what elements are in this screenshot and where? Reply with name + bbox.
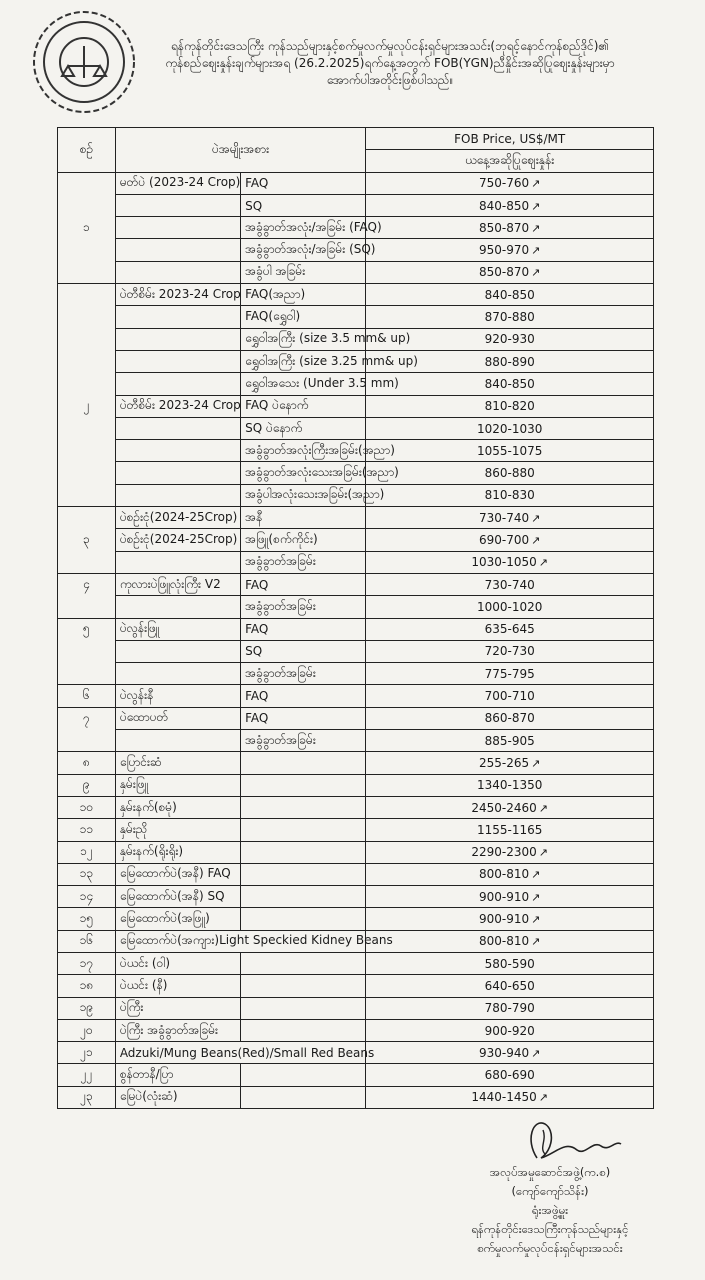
cell-item: မြေထောက်ပဲ(အကျား)Light Speckied Kidney Beans — [115, 930, 366, 952]
cell-grade: အခွံခွာတ်အလုံးသေးအခြမ်း(အညာ) — [241, 462, 366, 484]
cell-no — [58, 172, 116, 194]
table-row — [58, 261, 654, 283]
table-row — [58, 507, 654, 529]
cell-grade: SQ ပဲနောက် — [241, 417, 366, 439]
price-value: 850-870 — [478, 265, 530, 280]
cell-price — [366, 640, 654, 662]
cell-price — [366, 284, 654, 306]
table-row — [58, 172, 654, 194]
price-table — [57, 127, 654, 1109]
cell-no: ၂၀ — [58, 1019, 116, 1041]
cell-price — [366, 908, 654, 930]
cell-item — [115, 306, 240, 328]
cell-item: ပဲလွန်းဖြူ — [115, 618, 240, 640]
cell-no: ၁၀ — [58, 796, 116, 818]
cell-grade: အခွံခွာတ်အလုံး/အခြမ်း (SQ) — [241, 239, 366, 261]
price-up-icon: ↗ — [538, 1091, 548, 1105]
price-up-icon: ↗ — [531, 221, 541, 235]
cell-grade: FAQ(အညာ) — [241, 284, 366, 306]
table-row — [58, 194, 654, 216]
cell-item — [115, 328, 240, 350]
table-row — [58, 529, 654, 551]
price-value: 860-880 — [484, 466, 535, 481]
cell-price — [366, 417, 654, 439]
cell-item — [115, 194, 240, 216]
price-value: 840-850 — [484, 287, 535, 302]
cell-no — [58, 328, 116, 350]
price-value: 1055-1075 — [476, 443, 543, 458]
price-up-icon: ↗ — [531, 935, 541, 949]
col-header-item: ပဲအမျိုးအစား — [115, 128, 366, 173]
cell-grade: SQ — [241, 194, 366, 216]
col-header-no: စဉ် — [58, 128, 116, 173]
cell-no: ၁၇ — [58, 952, 116, 974]
price-up-icon: ↗ — [538, 846, 548, 860]
cell-no: ၁၆ — [58, 930, 116, 952]
price-value: 730-740 — [484, 577, 535, 592]
table-row — [58, 663, 654, 685]
price-value: 850-870 — [478, 220, 530, 235]
cell-grade — [241, 841, 366, 863]
cell-no — [58, 507, 116, 529]
cell-item: နှမ်းနက်(ရိုးရိုး) — [115, 841, 240, 863]
cell-price — [366, 217, 654, 239]
cell-no — [58, 306, 116, 328]
cell-item — [115, 484, 240, 506]
cell-grade — [241, 819, 366, 841]
cell-grade — [241, 886, 366, 908]
cell-grade — [241, 796, 366, 818]
table-row — [58, 975, 654, 997]
cell-no: ၈ — [58, 752, 116, 774]
cell-item — [115, 261, 240, 283]
price-value: 870-880 — [484, 310, 535, 325]
cell-item: နှမ်းနက်(စမုံ) — [115, 796, 240, 818]
cell-no — [58, 261, 116, 283]
cell-grade: ရွှေဝါအကြီး (size 3.5 mm& up) — [241, 328, 366, 350]
table-row — [58, 373, 654, 395]
table-row — [58, 886, 654, 908]
cell-no: ၁၈ — [58, 975, 116, 997]
table-row — [58, 863, 654, 885]
cell-item: နှမ်းညို — [115, 819, 240, 841]
cell-item: ပဲလွန်းနီ — [115, 685, 240, 707]
cell-item: မတ်ပဲ (2023-24 Crop) — [115, 172, 240, 194]
cell-price — [366, 685, 654, 707]
cell-price — [366, 663, 654, 685]
price-value: 1030-1050 — [471, 555, 537, 570]
price-value: 885-905 — [484, 733, 535, 748]
cell-grade — [241, 1086, 366, 1108]
col-header-price-sub: ယနေ့အဆိုပြုဈေးနှုန်း — [366, 150, 654, 172]
price-value: 775-795 — [484, 666, 535, 681]
cell-grade — [241, 774, 366, 796]
cell-price — [366, 551, 654, 573]
price-value: 635-645 — [484, 622, 535, 637]
cell-item: နှမ်းဖြူ — [115, 774, 240, 796]
cell-no — [58, 663, 116, 685]
cell-no: ၁ — [58, 217, 116, 239]
price-up-icon: ↗ — [531, 533, 541, 547]
cell-no: ၄ — [58, 573, 116, 595]
cell-price — [366, 952, 654, 974]
cell-price — [366, 507, 654, 529]
table-row — [58, 551, 654, 573]
cell-grade: အခွံခွာတ်အလုံး/အခြမ်း (FAQ) — [241, 217, 366, 239]
cell-item: ကုလားပဲဖြူလုံးကြီး V2 — [115, 573, 240, 595]
cell-no: ၂၁ — [58, 1042, 116, 1064]
cell-price — [366, 1042, 654, 1064]
cell-no: ၁၅ — [58, 908, 116, 930]
table-row — [58, 1019, 654, 1041]
cell-item: ပဲတီစိမ်း 2023-24 Crop — [115, 284, 240, 306]
price-up-icon: ↗ — [531, 756, 541, 770]
footer-line-1: အလုပ်အမှုဆောင်အဖွဲ့(က.စ) — [489, 1165, 611, 1179]
header-line-2: ကုန်စည်ဈေးနှုန်းချက်များအရ (26.2.2025)ရက်နေ့အတွက် FOB(YGN)ညီနှိုင်းအဆိုပြုဈေးနှုန်းများမှာ — [165, 56, 615, 70]
cell-price — [366, 975, 654, 997]
table-row — [58, 685, 654, 707]
cell-price — [366, 796, 654, 818]
cell-no: ၂ — [58, 395, 116, 417]
table-row — [58, 462, 654, 484]
price-value: 900-920 — [484, 1023, 535, 1038]
table-row — [58, 640, 654, 662]
cell-grade — [241, 908, 366, 930]
table-row — [58, 328, 654, 350]
table-row — [58, 908, 654, 930]
cell-item — [115, 730, 240, 752]
cell-no — [58, 417, 116, 439]
cell-item: ပဲတီစိမ်း 2023-24 Crop — [115, 395, 240, 417]
cell-price — [366, 239, 654, 261]
cell-grade: SQ — [241, 640, 366, 662]
table-row — [58, 239, 654, 261]
cell-price — [366, 997, 654, 1019]
price-value: 920-930 — [484, 332, 535, 347]
table-row — [58, 618, 654, 640]
footer-line-5: စက်မှုလက်မှုလုပ်ငန်းရှင်များအသင်း — [477, 1241, 623, 1255]
cell-item: ပဲစဉ်းငုံ(2024-25Crop) — [115, 529, 240, 551]
cell-price — [366, 373, 654, 395]
table-row — [58, 217, 654, 239]
cell-grade: အခွံပါ အခြမ်း — [241, 261, 366, 283]
cell-grade: FAQ — [241, 707, 366, 729]
price-up-icon: ↗ — [531, 890, 541, 904]
price-up-icon: ↗ — [531, 1046, 541, 1060]
cell-no: ၂၂ — [58, 1064, 116, 1086]
cell-price — [366, 395, 654, 417]
cell-grade: FAQ(ရွှေဝါ) — [241, 306, 366, 328]
cell-no: ၃ — [58, 529, 116, 551]
cell-price — [366, 752, 654, 774]
table-row — [58, 997, 654, 1019]
cell-grade: FAQ — [241, 618, 366, 640]
cell-price — [366, 1086, 654, 1108]
cell-no: ၁၁ — [58, 819, 116, 841]
price-up-icon: ↗ — [531, 511, 541, 525]
cell-no: ၆ — [58, 685, 116, 707]
table-row — [58, 707, 654, 729]
price-value: 1020-1030 — [476, 421, 543, 436]
cell-grade — [241, 863, 366, 885]
cell-grade: FAQ — [241, 172, 366, 194]
price-up-icon: ↗ — [538, 801, 548, 815]
cell-grade: FAQ — [241, 573, 366, 595]
cell-grade — [241, 952, 366, 974]
cell-item: မြေထောက်ပဲ(အနီ) SQ — [115, 886, 240, 908]
cell-grade: အခွံခွာတ်အခြမ်း — [241, 596, 366, 618]
cell-grade — [241, 752, 366, 774]
cell-item: မြေထောက်ပဲ(အဖြူ) — [115, 908, 240, 930]
cell-no: ၁၄ — [58, 886, 116, 908]
price-value: 780-790 — [484, 1001, 535, 1016]
price-value: 810-830 — [484, 488, 535, 503]
price-value: 700-710 — [484, 689, 535, 704]
price-value: 680-690 — [484, 1068, 535, 1083]
price-value: 840-850 — [478, 198, 530, 213]
table-row — [58, 284, 654, 306]
cell-grade — [241, 975, 366, 997]
table-row — [58, 573, 654, 595]
price-value: 255-265 — [478, 755, 530, 770]
cell-price — [366, 774, 654, 796]
price-value: 580-590 — [484, 956, 535, 971]
cell-item — [115, 663, 240, 685]
cell-no: ၁၉ — [58, 997, 116, 1019]
cell-price — [366, 172, 654, 194]
signature — [515, 1110, 625, 1170]
cell-item — [115, 417, 240, 439]
document-header — [110, 38, 670, 89]
price-up-icon: ↗ — [538, 556, 548, 570]
cell-no — [58, 373, 116, 395]
cell-item — [115, 239, 240, 261]
cell-grade — [241, 1064, 366, 1086]
table-row — [58, 596, 654, 618]
table-row — [58, 440, 654, 462]
price-value: 900-910 — [478, 912, 530, 927]
cell-grade: FAQ — [241, 685, 366, 707]
price-value: 730-740 — [478, 510, 530, 525]
cell-no: ၉ — [58, 774, 116, 796]
cell-grade: အခွံခွာတ်အခြမ်း — [241, 730, 366, 752]
price-up-icon: ↗ — [531, 244, 541, 258]
cell-no: ၅ — [58, 618, 116, 640]
price-value: 900-910 — [478, 889, 530, 904]
cell-grade: ရွှေဝါအသေး (Under 3.5 mm) — [241, 373, 366, 395]
table-row — [58, 1064, 654, 1086]
cell-grade: အနီ — [241, 507, 366, 529]
cell-price — [366, 819, 654, 841]
footer-line-2: (ကျော်ကျော်သိန်း) — [511, 1184, 589, 1198]
cell-no: ၁၂ — [58, 841, 116, 863]
cell-price — [366, 194, 654, 216]
cell-no — [58, 440, 116, 462]
footer-line-4: ရန်ကုန်တိုင်းဒေသကြီးကုန်သည်များနှင့် — [471, 1222, 629, 1236]
cell-price — [366, 707, 654, 729]
cell-no: ၇ — [58, 707, 116, 729]
table-row — [58, 774, 654, 796]
signature-block — [455, 1163, 645, 1258]
cell-item: ပဲစဉ်းငုံ(2024-25Crop) — [115, 507, 240, 529]
cell-no — [58, 730, 116, 752]
cell-item: ပဲကြီး အခွံခွာတ်အခြမ်း — [115, 1019, 240, 1041]
price-value: 950-970 — [478, 243, 530, 258]
price-up-icon: ↗ — [531, 199, 541, 213]
price-up-icon: ↗ — [531, 266, 541, 280]
cell-price — [366, 462, 654, 484]
table-row — [58, 819, 654, 841]
price-value: 720-730 — [484, 644, 535, 659]
table-row — [58, 930, 654, 952]
price-value: 880-890 — [484, 354, 535, 369]
price-value: 640-650 — [484, 978, 535, 993]
table-row — [58, 417, 654, 439]
cell-no: ၁၃ — [58, 863, 116, 885]
cell-grade: အခွံခွာတ်အခြမ်း — [241, 663, 366, 685]
table-row — [58, 306, 654, 328]
table-row — [58, 395, 654, 417]
cell-item — [115, 462, 240, 484]
price-value: 800-810 — [478, 867, 530, 882]
cell-price — [366, 484, 654, 506]
cell-grade — [241, 997, 366, 1019]
cell-no — [58, 551, 116, 573]
cell-item: မြေပဲ(လုံးဆံ) — [115, 1086, 240, 1108]
cell-no: ၂၃ — [58, 1086, 116, 1108]
cell-grade: အဖြူ(စက်ကိုင်း) — [241, 529, 366, 551]
cell-no — [58, 350, 116, 372]
header-line-3: အောက်ပါအတိုင်းဖြစ်ပါသည်။ — [326, 73, 454, 87]
cell-no — [58, 194, 116, 216]
cell-price — [366, 529, 654, 551]
cell-no — [58, 484, 116, 506]
price-value: 860-870 — [484, 711, 535, 726]
price-up-icon: ↗ — [531, 868, 541, 882]
header-line-1: ရန်ကုန်တိုင်းဒေသကြီး ကုန်သည်များနှင့်စက်မှုလက်မှုလုပ်ငန်းရှင်များအသင်း(ဘုရင့်နောင်ကုန်စည်ဒိုင်)၏ — [170, 39, 610, 53]
price-value: 2290-2300 — [471, 845, 537, 860]
table-row — [58, 952, 654, 974]
price-value: 930-940 — [478, 1045, 530, 1060]
cell-price — [366, 306, 654, 328]
table-row — [58, 841, 654, 863]
cell-price — [366, 1019, 654, 1041]
cell-price — [366, 730, 654, 752]
cell-price — [366, 1064, 654, 1086]
cell-item — [115, 551, 240, 573]
cell-item — [115, 596, 240, 618]
cell-item — [115, 440, 240, 462]
cell-grade: အခွံပါအလုံးသေးအခြမ်း(အညာ) — [241, 484, 366, 506]
cell-price — [366, 573, 654, 595]
price-value: 690-700 — [478, 532, 530, 547]
cell-item: ပဲကြီး — [115, 997, 240, 1019]
cell-no — [58, 462, 116, 484]
cell-no — [58, 640, 116, 662]
cell-item: Adzuki/Mung Beans(Red)/Small Red Beans — [115, 1042, 366, 1064]
price-value: 840-850 — [484, 376, 535, 391]
cell-no — [58, 284, 116, 306]
cell-item — [115, 217, 240, 239]
price-value: 1000-1020 — [476, 599, 543, 614]
cell-price — [366, 261, 654, 283]
cell-item: ပဲယင်း (နီ) — [115, 975, 240, 997]
footer-line-3: ရုံးအဖွဲ့မှူး — [531, 1203, 569, 1217]
cell-price — [366, 618, 654, 640]
cell-item — [115, 350, 240, 372]
price-value: 750-760 — [478, 176, 530, 191]
cell-price — [366, 841, 654, 863]
cell-item: စွန်တာနီ/ပြာ — [115, 1064, 240, 1086]
cell-item: မြေထောက်ပဲ(အနီ) FAQ — [115, 863, 240, 885]
price-value: 2450-2460 — [471, 800, 537, 815]
table-row — [58, 1086, 654, 1108]
price-up-icon: ↗ — [531, 177, 541, 191]
cell-grade — [241, 1019, 366, 1041]
cell-no — [58, 596, 116, 618]
table-row — [58, 730, 654, 752]
cell-price — [366, 886, 654, 908]
price-value: 1340-1350 — [476, 778, 543, 793]
price-value: 810-820 — [484, 399, 535, 414]
cell-grade: အခွံခွာတ်အလုံးကြီးအခြမ်း(အညာ) — [241, 440, 366, 462]
table-row — [58, 350, 654, 372]
price-up-icon: ↗ — [531, 913, 541, 927]
cell-price — [366, 863, 654, 885]
cell-price — [366, 930, 654, 952]
cell-item: ပြောင်းဆံ — [115, 752, 240, 774]
cell-price — [366, 596, 654, 618]
table-row — [58, 796, 654, 818]
cell-no — [58, 239, 116, 261]
cell-price — [366, 440, 654, 462]
price-value: 800-810 — [478, 934, 530, 949]
cell-item: ပဲထောပတ် — [115, 707, 240, 729]
cell-grade: FAQ ပဲနောက် — [241, 395, 366, 417]
cell-item — [115, 373, 240, 395]
table-row — [58, 1042, 654, 1064]
price-table-body — [58, 172, 654, 1108]
table-row — [58, 484, 654, 506]
cell-grade: အခွံခွာတ်အခြမ်း — [241, 551, 366, 573]
cell-item — [115, 640, 240, 662]
table-row — [58, 752, 654, 774]
cell-item: ပဲယင်း (ဝါ) — [115, 952, 240, 974]
price-value: 1155-1165 — [476, 822, 543, 837]
price-value: 1440-1450 — [471, 1090, 537, 1105]
col-header-price: FOB Price, US$/MT — [366, 128, 654, 150]
cell-grade: ရွှေဝါအကြီး (size 3.25 mm& up) — [241, 350, 366, 372]
